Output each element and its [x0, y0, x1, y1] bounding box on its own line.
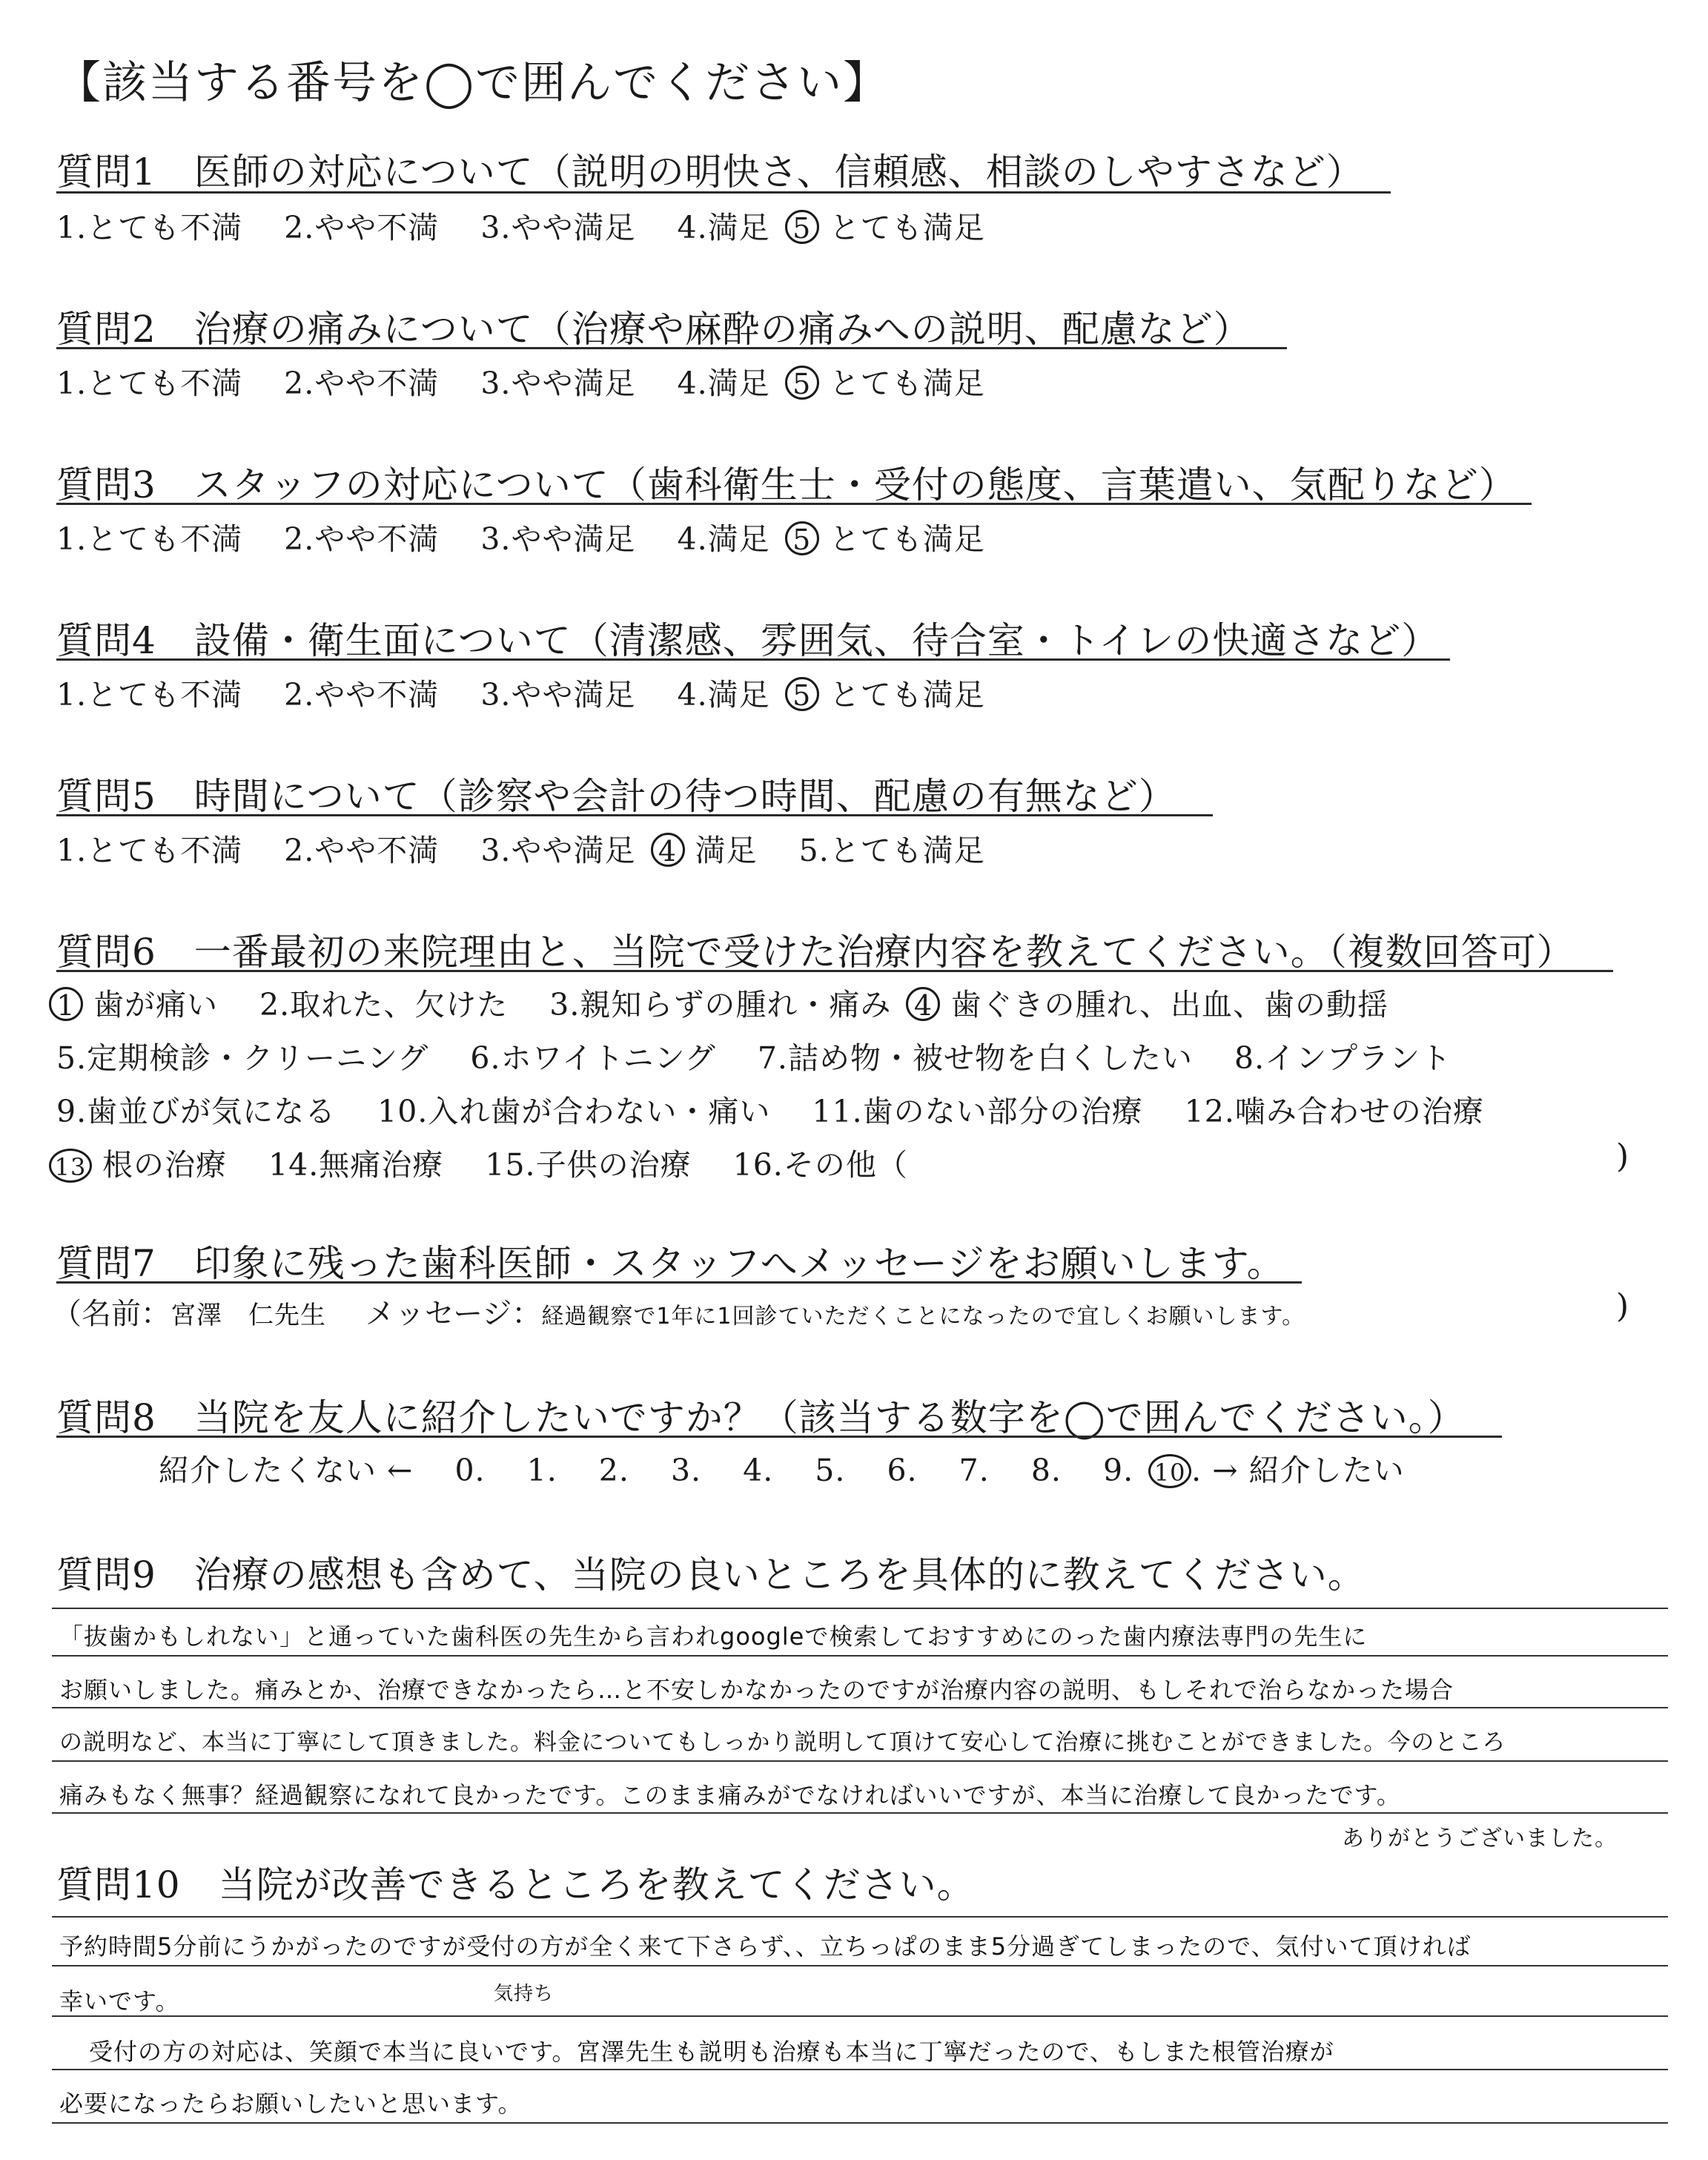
- q1-choice-5[interactable]: とても満足: [829, 210, 985, 245]
- q2-choice-2[interactable]: 2.やや不満: [284, 366, 440, 401]
- q4-choice-1[interactable]: 1.とても不満: [56, 677, 243, 713]
- q6-option[interactable]: 9.歯並びが気になる: [56, 1094, 337, 1129]
- q4-choice-2[interactable]: 2.やや不満: [284, 677, 440, 713]
- q6-option[interactable]: 6.ホワイトニング: [470, 1040, 716, 1076]
- q8-left-label: 紹介したくない ←: [159, 1453, 414, 1488]
- q6-option[interactable]: 15.子供の治療: [485, 1147, 692, 1183]
- q10-rule: [52, 2122, 1668, 2124]
- q6-circled-4[interactable]: 4: [906, 987, 940, 1021]
- q5-underline: [56, 814, 1213, 816]
- q10-heading: 質問10 当院が改善できるところを教えてください。: [56, 1863, 975, 1906]
- q6-option[interactable]: 2.取れた、欠けた: [259, 987, 509, 1023]
- q6-option[interactable]: 10.入れ歯が合わない・痛い: [377, 1094, 771, 1129]
- q6-option[interactable]: 歯ぐきの腫れ、出血、歯の動揺: [950, 987, 1388, 1023]
- q9-rule: [52, 1707, 1668, 1708]
- q1-choice-3[interactable]: 3.やや満足: [480, 210, 636, 245]
- q4-choice-5[interactable]: とても満足: [829, 677, 985, 713]
- q5-circled-answer[interactable]: 4: [651, 833, 685, 867]
- q6-row-2: [56, 1034, 1452, 1077]
- q7-name-value[interactable]: 宮澤 仁先生: [171, 1301, 326, 1330]
- q9-line-2[interactable]: お願いしました。痛みとか、治療できなかったら…と不安しかなかったのですが治療内容の説明、もしそれで治らなかった場合: [59, 1676, 1454, 1704]
- q6-option[interactable]: 3.親知らずの腫れ・痛み: [549, 987, 892, 1023]
- q8-scale-4[interactable]: 4.: [743, 1453, 774, 1488]
- q6-circled-1[interactable]: 1: [49, 987, 83, 1021]
- q8-scale-5[interactable]: 5.: [815, 1453, 846, 1488]
- q8-scale-0[interactable]: 0.: [454, 1453, 486, 1488]
- q6-circled-13[interactable]: 13: [49, 1149, 92, 1183]
- q1-choices: [56, 203, 985, 247]
- q8-scale-9[interactable]: 9.: [1102, 1453, 1134, 1488]
- q5-choices: [56, 826, 985, 870]
- q6-option[interactable]: 8.インプラント: [1234, 1040, 1452, 1076]
- q6-underline: [56, 970, 1613, 972]
- q4-heading: 質問4 設備・衛生面について（清潔感、雰囲気、待合室・トイレの快適さなど）: [56, 619, 1440, 662]
- q6-row-1: [44, 980, 1388, 1024]
- q10-insert-note[interactable]: 気持ち: [494, 1983, 555, 2005]
- q2-heading: 質問2 治療の痛みについて（治療や麻酔の痛みへの説明、配慮など）: [56, 308, 1251, 351]
- q6-heading: 質問6 一番最初の来院理由と、当院で受けた治療内容を教えてください。（複数回答可）: [56, 931, 1575, 974]
- q4-choice-3[interactable]: 3.やや満足: [480, 677, 636, 713]
- q6-option[interactable]: 7.詰め物・被せ物を白くしたい: [757, 1040, 1193, 1076]
- q6-option-other[interactable]: 16.その他（: [732, 1147, 908, 1183]
- q8-heading: 質問8 当院を友人に紹介したいですか？（該当する数字を◯で囲んでください。）: [56, 1396, 1466, 1439]
- q3-underline: [56, 503, 1532, 505]
- q9-heading: 質問9 治療の感想も含めて、当院の良いところを具体的に教えてください。: [56, 1553, 1366, 1596]
- q5-choice-2[interactable]: 2.やや不満: [284, 833, 440, 868]
- q4-choice-4[interactable]: 4.満足: [677, 677, 770, 713]
- q8-underline: [56, 1436, 1502, 1438]
- q2-choice-5[interactable]: とても満足: [829, 366, 985, 401]
- q1-circled-answer[interactable]: 5: [785, 210, 819, 244]
- q5-choice-5[interactable]: 5.とても満足: [798, 833, 985, 868]
- q7-underline: [56, 1281, 1302, 1284]
- q9-line-1[interactable]: 「抜歯かもしれない」と通っていた歯科医の先生から言われgoogleで検索しておすすめにのった歯内療法専門の先生に: [59, 1622, 1368, 1651]
- q7-message-value[interactable]: 経過観察で1年に1回診ていただくことになったので宜しくお願いします。: [541, 1304, 1305, 1330]
- q1-choice-1[interactable]: 1.とても不満: [56, 210, 243, 245]
- q9-line-3[interactable]: の説明など、本当に丁寧にして頂きました。料金についてもしっかり説明して頂けて安心して治療に挑むことができました。今のところ: [59, 1729, 1506, 1756]
- q6-option[interactable]: 11.歯のない部分の治療: [812, 1094, 1143, 1129]
- q6-option[interactable]: 14.無痛治療: [268, 1147, 444, 1183]
- q8-scale-6[interactable]: 6.: [887, 1453, 918, 1488]
- q10-rule: [52, 2015, 1668, 2017]
- q9-rule: [52, 1760, 1668, 1762]
- q7-name-label: （名前：: [52, 1297, 171, 1331]
- q3-choice-1[interactable]: 1.とても不満: [56, 521, 243, 557]
- q9-rule: [52, 1655, 1668, 1657]
- q3-choice-4[interactable]: 4.満足: [677, 521, 770, 557]
- q8-scale-1[interactable]: 1.: [526, 1453, 557, 1488]
- q5-choice-1[interactable]: 1.とても不満: [56, 833, 243, 868]
- q6-row-3: [56, 1087, 1484, 1131]
- q10-line-3[interactable]: 受付の方の対応は、笑顔で本当に良いです。宮澤先生も説明も治療も本当に丁寧だったので、もしまた根管治療が: [89, 2038, 1334, 2066]
- q2-circled-answer[interactable]: 5: [785, 366, 819, 400]
- q8-scale-row: [159, 1446, 1405, 1490]
- q7-heading: 質問7 印象に残った歯科医師・スタッフへメッセージをお願いします。: [56, 1242, 1285, 1285]
- q3-heading: 質問3 スタッフの対応について（歯科衛生士・受付の態度、言葉遣い、気配りなど）: [56, 463, 1517, 506]
- q2-underline: [56, 347, 1287, 349]
- q1-choice-2[interactable]: 2.やや不満: [284, 210, 440, 245]
- q7-close: ): [1616, 1287, 1629, 1325]
- q7-answer-row: [52, 1290, 1305, 1332]
- q3-choices: [56, 515, 985, 558]
- q4-underline: [56, 658, 1450, 661]
- q3-choice-3[interactable]: 3.やや満足: [480, 521, 636, 557]
- q2-choices: [56, 359, 985, 403]
- q8-scale-3[interactable]: 3.: [670, 1453, 702, 1488]
- q4-circled-answer[interactable]: 5: [785, 677, 819, 711]
- q6-row-4: [44, 1140, 908, 1184]
- q6-option[interactable]: 歯が痛い: [93, 987, 219, 1023]
- q2-choice-3[interactable]: 3.やや満足: [480, 366, 636, 401]
- q9-rule: [52, 1812, 1668, 1814]
- q10-rule: [52, 2069, 1668, 2070]
- q6-option[interactable]: 12.噛み合わせの治療: [1184, 1094, 1484, 1129]
- q3-choice-2[interactable]: 2.やや不満: [284, 521, 440, 557]
- q5-choice-4[interactable]: 満足: [695, 833, 758, 868]
- q10-line-1[interactable]: 予約時間5分前にうかがったのですが受付の方が全く来て下さらず、、立ちっぱのまま5分過ぎてしまったので、気付いて頂ければ: [59, 1932, 1472, 1961]
- q10-rule: [52, 1965, 1668, 1966]
- q2-choice-1[interactable]: 1.とても不満: [56, 366, 243, 401]
- q6-option[interactable]: 5.定期検診・クリーニング: [56, 1040, 429, 1076]
- q10-line-4[interactable]: 必要になったらお願いしたいと思います。: [59, 2090, 523, 2118]
- q3-choice-5[interactable]: とても満足: [829, 521, 985, 557]
- q4-choices: [56, 670, 985, 714]
- q6-other-close: ): [1616, 1137, 1629, 1175]
- q8-scale-7[interactable]: 7.: [959, 1453, 990, 1488]
- q10-line-2[interactable]: 幸いです。: [59, 1987, 180, 2015]
- q1-choice-4[interactable]: 4.満足: [677, 210, 770, 245]
- page-title: 【該当する番号を◯で囲んでください】: [56, 57, 890, 109]
- q9-line-4[interactable]: 痛みもなく無事？経過観察になれて良かったです。このまま痛みがでなければいいですが、本当に治療して良かったです。: [59, 1781, 1401, 1809]
- q8-scale-2[interactable]: 2.: [598, 1453, 629, 1488]
- q5-heading: 質問5 時間について（診察や会計の待つ時間、配慮の有無など）: [56, 775, 1176, 818]
- q3-circled-answer[interactable]: 5: [785, 521, 819, 555]
- q1-heading: 質問1 医師の対応について（説明の明快さ、信頼感、相談のしやすさなど）: [56, 151, 1364, 194]
- q2-choice-4[interactable]: 4.満足: [677, 366, 770, 401]
- q8-right-label: . → 紹介したい: [1191, 1453, 1405, 1488]
- q9-rule: [52, 1608, 1668, 1609]
- q1-underline: [56, 191, 1391, 194]
- q8-circled-answer[interactable]: 10: [1148, 1454, 1191, 1488]
- q10-rule: [52, 1916, 1668, 1918]
- q6-option[interactable]: 根の治療: [102, 1147, 228, 1183]
- q5-choice-3[interactable]: 3.やや満足: [480, 833, 636, 868]
- q9-thanks[interactable]: ありがとうございました。: [1342, 1826, 1618, 1852]
- q7-message-label: メッセージ：: [365, 1297, 542, 1331]
- q8-scale-8[interactable]: 8.: [1030, 1453, 1062, 1488]
